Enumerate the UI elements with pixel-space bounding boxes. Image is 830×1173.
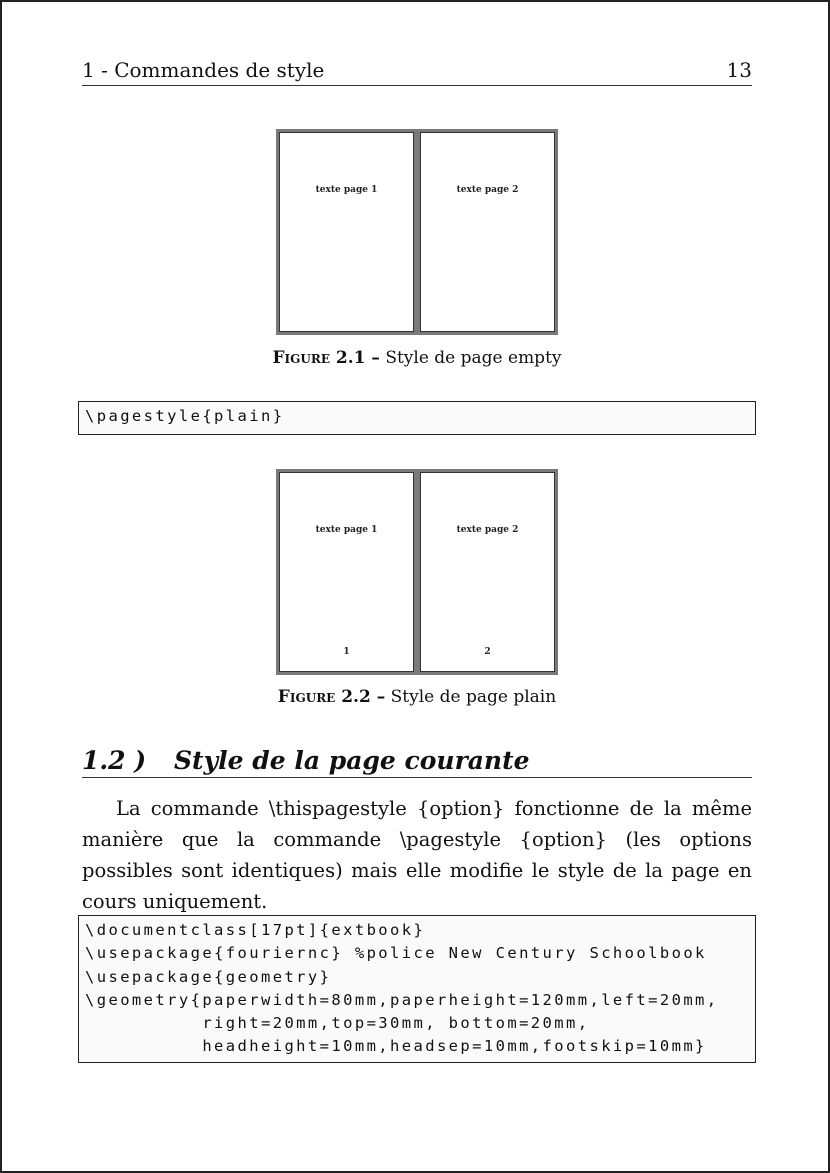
running-header — [82, 58, 752, 86]
figure-label: Figure 2.1 – — [272, 348, 380, 368]
mini-page-2 — [420, 132, 555, 332]
mini-page-1 — [279, 132, 414, 332]
figure-label: Figure 2.2 – — [277, 687, 386, 707]
figure-caption-text: Style de page plain — [390, 687, 557, 707]
mini-page-text: texte page 2 — [456, 185, 519, 195]
chapter-title: 1 - Commandes de style — [82, 58, 325, 82]
page-number: 13 — [726, 58, 752, 82]
figure-caption — [82, 348, 752, 368]
figure-empty-style — [276, 129, 558, 335]
figure-caption — [82, 687, 752, 707]
body-paragraph — [82, 793, 752, 917]
mini-page-1 — [279, 472, 414, 672]
mini-page-text: texte page 1 — [315, 525, 378, 535]
mini-page-2 — [420, 472, 555, 672]
mini-page-text: texte page 2 — [456, 525, 519, 535]
section-heading — [82, 746, 752, 778]
code-block-geometry: \documentclass[17pt]{extbook} \usepackage{fouriernc} %police New Century Schoolbook \usepackage{geometry} \geometry{paperwidth=80mm,paperheight=120mm,left=20mm, right=20mm,top=30mm, bottom=20mm, headheight=10mm,headsep=10mm,footskip=10mm} — [78, 915, 756, 1063]
code-block-pagestyle: \pagestyle{plain} — [78, 401, 756, 435]
section-number: 1.2 ) — [82, 746, 147, 775]
figure-caption-text: Style de page empty — [385, 348, 562, 368]
mini-page-number: 2 — [484, 647, 491, 657]
figure-plain-style — [276, 469, 558, 675]
mini-page-number: 1 — [343, 647, 350, 657]
mini-page-text: texte page 1 — [315, 185, 378, 195]
section-title: Style de la page courante — [174, 746, 530, 775]
paragraph-text: La commande \thispagestyle {option} fonctionne de la même manière que la commande \pagestyle {option} (les options possibles sont identiques) mais elle modifie le style de la page en cours uniquement. — [82, 797, 752, 913]
